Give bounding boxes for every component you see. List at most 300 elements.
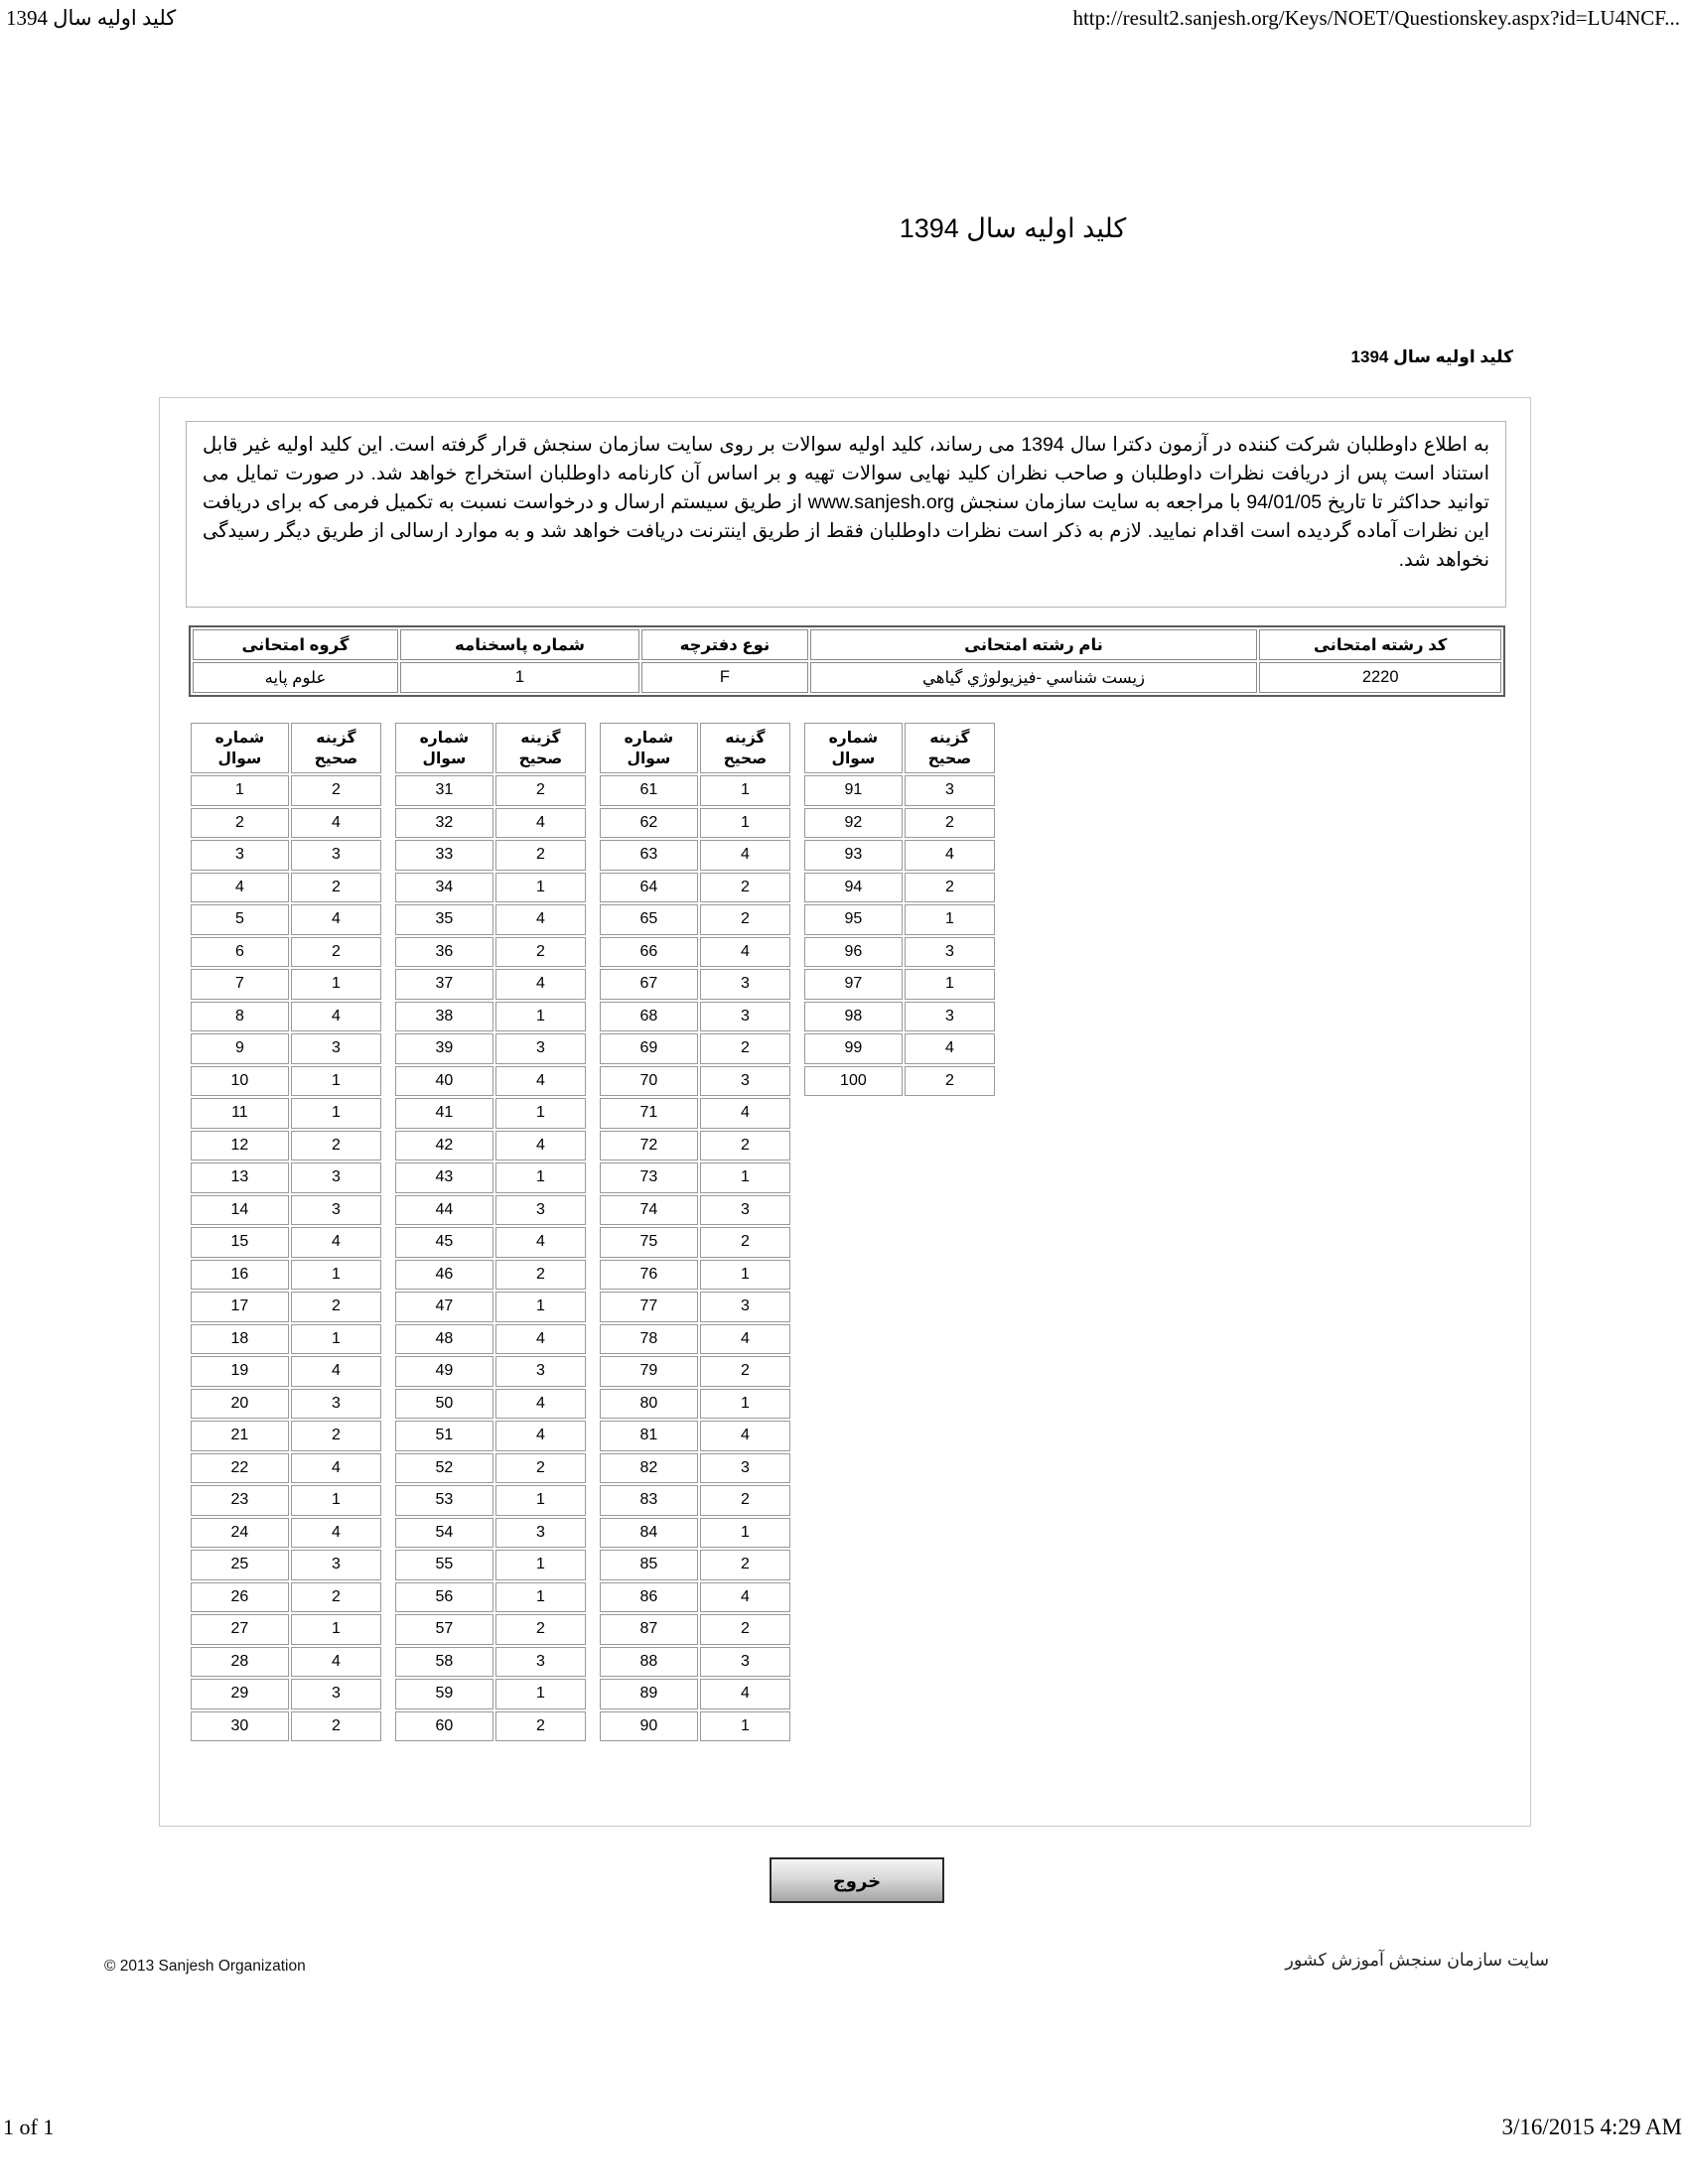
question-number: 75: [600, 1227, 698, 1258]
correct-option: 4: [495, 904, 586, 935]
correct-option: 1: [495, 1098, 586, 1129]
answer-row: [395, 1227, 586, 1258]
correct-option: 2: [495, 937, 586, 968]
correct-option: 2: [291, 1582, 381, 1613]
question-number: 46: [395, 1260, 493, 1291]
answer-row: [191, 775, 381, 806]
correct-option: 4: [495, 1421, 586, 1451]
question-number: 58: [395, 1647, 493, 1678]
correct-option: 3: [700, 969, 790, 1000]
question-number: 51: [395, 1421, 493, 1451]
correct-option: 1: [291, 1260, 381, 1291]
question-number-header: شماره سوال: [191, 723, 289, 773]
correct-option: 1: [495, 1162, 586, 1193]
correct-option: 3: [495, 1356, 586, 1387]
correct-option: 2: [495, 1711, 586, 1742]
question-number: 78: [600, 1324, 698, 1355]
booklet-type-value: F: [641, 662, 808, 693]
answer-row: [395, 1421, 586, 1451]
question-number: 55: [395, 1550, 493, 1580]
question-number: 95: [804, 904, 903, 935]
question-number: 91: [804, 775, 903, 806]
correct-option: 4: [495, 808, 586, 839]
answer-row: [191, 969, 381, 1000]
answer-row: [191, 1324, 381, 1355]
page-title: کلید اولیه سال 1394: [899, 213, 1127, 243]
exam-field-name-value: زيست شناسي -فيزيولوژي گياهي: [810, 662, 1258, 693]
answer-row: [395, 1131, 586, 1161]
answer-row: [191, 1453, 381, 1484]
answer-row: [600, 1002, 790, 1032]
question-number: 80: [600, 1389, 698, 1420]
answer-row: [395, 1711, 586, 1742]
answer-row: [191, 1582, 381, 1613]
correct-option: 2: [700, 1485, 790, 1516]
answer-row: [600, 1033, 790, 1064]
answer-row: [395, 969, 586, 1000]
answer-row: [395, 1453, 586, 1484]
question-number: 31: [395, 775, 493, 806]
correct-option: 1: [291, 1614, 381, 1645]
correct-option: 2: [700, 1033, 790, 1064]
answer-row: [600, 775, 790, 806]
correct-option: 2: [291, 1131, 381, 1161]
answer-row: [600, 1098, 790, 1129]
question-number: 62: [600, 808, 698, 839]
answer-row: [600, 840, 790, 871]
question-number: 2: [191, 808, 289, 839]
answer-row: [395, 1292, 586, 1322]
correct-option: 4: [700, 1679, 790, 1709]
answer-row: [191, 1711, 381, 1742]
question-number: 33: [395, 840, 493, 871]
answer-row: [395, 873, 586, 903]
question-number: 13: [191, 1162, 289, 1193]
answer-row: [600, 1260, 790, 1291]
answer-key-table-q61-90: [598, 721, 792, 1743]
correct-option: 4: [291, 1453, 381, 1484]
answer-row: [191, 1131, 381, 1161]
correct-option: 2: [700, 1356, 790, 1387]
question-number: 26: [191, 1582, 289, 1613]
correct-option: 1: [495, 1679, 586, 1709]
answer-row: [395, 1260, 586, 1291]
exam-code-value: 2220: [1259, 662, 1501, 693]
question-number: 89: [600, 1679, 698, 1709]
answer-row: [600, 808, 790, 839]
correct-option: 1: [291, 1066, 381, 1097]
exam-group-header: گروه امتحانی: [193, 629, 398, 660]
answer-row: [395, 1485, 586, 1516]
answer-row: [600, 873, 790, 903]
answer-row: [395, 1389, 586, 1420]
question-number: 24: [191, 1518, 289, 1549]
correct-option: 3: [291, 1033, 381, 1064]
question-number: 22: [191, 1453, 289, 1484]
question-number: 12: [191, 1131, 289, 1161]
correct-option: 2: [291, 775, 381, 806]
exit-button[interactable]: خروج: [770, 1857, 944, 1903]
answer-row: [191, 1485, 381, 1516]
question-number: 88: [600, 1647, 698, 1678]
question-number: 96: [804, 937, 903, 968]
question-number: 14: [191, 1195, 289, 1226]
answer-key-header-row: [600, 723, 790, 773]
correct-option: 3: [495, 1518, 586, 1549]
question-number: 76: [600, 1260, 698, 1291]
booklet-type-header: نوع دفترچه: [641, 629, 808, 660]
correct-option: 3: [905, 937, 995, 968]
answer-row: [191, 1614, 381, 1645]
question-number: 8: [191, 1002, 289, 1032]
answer-key-header-row: [395, 723, 586, 773]
correct-option: 1: [495, 1582, 586, 1613]
question-number: 71: [600, 1098, 698, 1129]
correct-option: 3: [700, 1195, 790, 1226]
correct-option: 4: [291, 1518, 381, 1549]
correct-option: 4: [495, 969, 586, 1000]
correct-option: 3: [495, 1195, 586, 1226]
correct-option: 1: [291, 969, 381, 1000]
question-number: 40: [395, 1066, 493, 1097]
answer-row: [191, 1292, 381, 1322]
question-number: 45: [395, 1227, 493, 1258]
correct-option: 2: [700, 1131, 790, 1161]
question-number: 42: [395, 1131, 493, 1161]
answer-key-table-q31-60: [393, 721, 588, 1743]
question-number: 68: [600, 1002, 698, 1032]
question-number: 98: [804, 1002, 903, 1032]
question-number: 63: [600, 840, 698, 871]
correct-option: 3: [291, 1679, 381, 1709]
correct-option: 1: [495, 873, 586, 903]
question-number: 87: [600, 1614, 698, 1645]
question-number: 79: [600, 1356, 698, 1387]
correct-option: 2: [291, 1421, 381, 1451]
correct-option: 2: [495, 1260, 586, 1291]
answer-row: [395, 1518, 586, 1549]
question-number: 44: [395, 1195, 493, 1226]
answer-sheet-number-value: 1: [400, 662, 639, 693]
answer-row: [191, 937, 381, 968]
answer-row: [600, 1066, 790, 1097]
correct-option: 4: [495, 1389, 586, 1420]
answer-row: [600, 1647, 790, 1678]
answer-row: [191, 1066, 381, 1097]
correct-option: 3: [495, 1647, 586, 1678]
answer-row: [191, 1260, 381, 1291]
question-number: 97: [804, 969, 903, 1000]
question-number: 94: [804, 873, 903, 903]
question-number: 65: [600, 904, 698, 935]
correct-option: 2: [700, 873, 790, 903]
question-number: 32: [395, 808, 493, 839]
answer-row: [395, 1550, 586, 1580]
question-number: 39: [395, 1033, 493, 1064]
answer-row: [395, 904, 586, 935]
correct-option: 3: [291, 1550, 381, 1580]
answer-row: [395, 808, 586, 839]
question-number: 37: [395, 969, 493, 1000]
answer-row: [191, 1033, 381, 1064]
answer-row: [600, 1582, 790, 1613]
answer-row: [804, 904, 995, 935]
answer-row: [600, 1324, 790, 1355]
question-number: 67: [600, 969, 698, 1000]
question-number: 34: [395, 873, 493, 903]
question-number: 99: [804, 1033, 903, 1064]
question-number: 52: [395, 1453, 493, 1484]
answer-row: [191, 1550, 381, 1580]
answer-row: [395, 937, 586, 968]
answer-row: [395, 1195, 586, 1226]
answer-key-header-row: [191, 723, 381, 773]
question-number: 23: [191, 1485, 289, 1516]
correct-option: 2: [291, 1711, 381, 1742]
question-number: 41: [395, 1098, 493, 1129]
answer-row: [600, 1131, 790, 1161]
correct-option: 4: [495, 1131, 586, 1161]
answer-row: [395, 1614, 586, 1645]
answer-row: [804, 1002, 995, 1032]
question-number: 20: [191, 1389, 289, 1420]
correct-option: 4: [700, 1324, 790, 1355]
exam-info-table: [189, 625, 1505, 697]
answer-row: [600, 1518, 790, 1549]
question-number: 36: [395, 937, 493, 968]
correct-option: 3: [905, 775, 995, 806]
correct-option: 1: [495, 1292, 586, 1322]
correct-option: 4: [291, 1647, 381, 1678]
question-number: 77: [600, 1292, 698, 1322]
question-number: 48: [395, 1324, 493, 1355]
answer-row: [600, 1162, 790, 1193]
correct-option: 4: [700, 1582, 790, 1613]
correct-option: 2: [905, 873, 995, 903]
question-number: 64: [600, 873, 698, 903]
answer-row: [191, 840, 381, 871]
answer-row: [191, 1518, 381, 1549]
correct-option: 4: [495, 1227, 586, 1258]
answer-row: [600, 1227, 790, 1258]
answer-key-table-q91-100: [802, 721, 997, 1098]
answer-row: [804, 808, 995, 839]
correct-option: 2: [700, 904, 790, 935]
question-number: 73: [600, 1162, 698, 1193]
question-number: 81: [600, 1421, 698, 1451]
answer-row: [395, 1002, 586, 1032]
answer-row: [191, 1389, 381, 1420]
answer-row: [600, 1614, 790, 1645]
correct-option: 2: [905, 808, 995, 839]
correct-option: 1: [700, 775, 790, 806]
answer-row: [600, 1453, 790, 1484]
question-number: 1: [191, 775, 289, 806]
answer-row: [395, 1098, 586, 1129]
question-number: 92: [804, 808, 903, 839]
answer-row: [191, 1227, 381, 1258]
question-number: 90: [600, 1711, 698, 1742]
correct-option: 4: [291, 808, 381, 839]
notice-text: به اطلاع داوطلبان شرکت کننده در آزمون دکترا سال 1394 می رساند، کلید اولیه سوالات بر روی سایت سازمان سنجش قرار گرفته است. این کلید اولیه غیر قابل استناد است پس از دریافت نظرات داوطلبان و صاحب نظران کلید نهایی سوالات تهیه و بر اساس آن کارنامه داوطلبان استخراج خواهد شد. در صورت تمایل می توانید حداکثر تا تاریخ 94/01/05 با مراجعه به سایت سازمان سنجش www.sanjesh.org از طریق سیستم ارسال و درخواست نسبت به تکمیل فرمی که برای دریافت این نظرات آماده گردیده است اقدام نمایید. لازم به ذکر است نظرات داوطلبان فقط از طریق اینترنت دریافت خواهد شد و به موارد ارسالی از طریق دیگر رسیدگی نخواهد شد.: [186, 421, 1506, 608]
copyright-text: © 2013 Sanjesh Organization: [104, 1958, 306, 1975]
correct-option: 3: [291, 840, 381, 871]
question-number: 72: [600, 1131, 698, 1161]
correct-option: 4: [291, 1002, 381, 1032]
answer-row: [191, 1002, 381, 1032]
correct-option-header: گزینه صحیح: [291, 723, 381, 773]
answer-row: [191, 808, 381, 839]
question-number: 11: [191, 1098, 289, 1129]
question-number: 84: [600, 1518, 698, 1549]
question-number: 53: [395, 1485, 493, 1516]
answer-sheet-number-header: شماره پاسخنامه: [400, 629, 639, 660]
correct-option: 1: [700, 1162, 790, 1193]
correct-option: 3: [291, 1195, 381, 1226]
answer-row: [395, 1356, 586, 1387]
question-number-header: شماره سوال: [395, 723, 493, 773]
question-number: 5: [191, 904, 289, 935]
answer-row: [804, 1033, 995, 1064]
question-number: 29: [191, 1679, 289, 1709]
correct-option-header: گزینه صحیح: [495, 723, 586, 773]
answer-row: [395, 1324, 586, 1355]
question-number: 56: [395, 1582, 493, 1613]
correct-option: 4: [291, 904, 381, 935]
correct-option: 4: [700, 937, 790, 968]
answer-row: [804, 937, 995, 968]
question-number: 70: [600, 1066, 698, 1097]
correct-option: 2: [495, 1453, 586, 1484]
correct-option: 1: [291, 1324, 381, 1355]
correct-option: 3: [291, 1162, 381, 1193]
answer-row: [395, 1647, 586, 1678]
answer-row: [395, 840, 586, 871]
correct-option: 2: [700, 1227, 790, 1258]
question-number: 9: [191, 1033, 289, 1064]
answer-row: [804, 775, 995, 806]
correct-option: 3: [700, 1292, 790, 1322]
correct-option: 1: [905, 969, 995, 1000]
correct-option: 1: [700, 1711, 790, 1742]
question-number: 50: [395, 1389, 493, 1420]
question-number: 3: [191, 840, 289, 871]
question-number: 57: [395, 1614, 493, 1645]
correct-option: 1: [700, 808, 790, 839]
answer-row: [191, 1356, 381, 1387]
correct-option: 2: [495, 1614, 586, 1645]
question-number: 86: [600, 1582, 698, 1613]
correct-option: 1: [700, 1389, 790, 1420]
answer-row: [600, 1550, 790, 1580]
correct-option: 3: [495, 1033, 586, 1064]
question-number: 82: [600, 1453, 698, 1484]
correct-option: 1: [905, 904, 995, 935]
answer-row: [191, 1162, 381, 1193]
answer-row: [600, 937, 790, 968]
question-number: 85: [600, 1550, 698, 1580]
correct-option: 2: [700, 1550, 790, 1580]
correct-option: 1: [700, 1518, 790, 1549]
correct-option: 2: [905, 1066, 995, 1097]
question-number: 18: [191, 1324, 289, 1355]
answer-key-subtitle: کلید اولیه سال 1394: [1350, 347, 1513, 366]
question-number: 61: [600, 775, 698, 806]
answer-row: [600, 1421, 790, 1451]
question-number: 6: [191, 937, 289, 968]
answer-row: [191, 1679, 381, 1709]
correct-option: 4: [700, 840, 790, 871]
print-header-title: کلید اولیه سال 1394: [6, 6, 177, 30]
answer-row: [600, 1356, 790, 1387]
answer-row: [804, 969, 995, 1000]
correct-option: 3: [905, 1002, 995, 1032]
question-number: 28: [191, 1647, 289, 1678]
correct-option: 4: [495, 1066, 586, 1097]
print-page-number: 1 of 1: [3, 2115, 55, 2139]
answer-row: [395, 1162, 586, 1193]
question-number: 49: [395, 1356, 493, 1387]
question-number: 69: [600, 1033, 698, 1064]
correct-option: 2: [291, 873, 381, 903]
question-number: 7: [191, 969, 289, 1000]
answer-row: [395, 1582, 586, 1613]
answer-row: [191, 1421, 381, 1451]
answer-row: [600, 1711, 790, 1742]
question-number: 19: [191, 1356, 289, 1387]
correct-option: 1: [495, 1485, 586, 1516]
correct-option: 4: [495, 1324, 586, 1355]
question-number: 66: [600, 937, 698, 968]
question-number: 83: [600, 1485, 698, 1516]
print-timestamp: 3/16/2015 4:29 AM: [1501, 2115, 1682, 2139]
answer-key-header-row: [804, 723, 995, 773]
correct-option: 2: [700, 1614, 790, 1645]
correct-option: 2: [495, 840, 586, 871]
question-number: 10: [191, 1066, 289, 1097]
question-number: 25: [191, 1550, 289, 1580]
answer-row: [804, 840, 995, 871]
correct-option: 1: [495, 1550, 586, 1580]
exam-field-name-header: نام رشته امتحانی: [810, 629, 1258, 660]
answer-row: [395, 1679, 586, 1709]
question-number: 60: [395, 1711, 493, 1742]
correct-option: 1: [700, 1260, 790, 1291]
question-number: 100: [804, 1066, 903, 1097]
question-number: 21: [191, 1421, 289, 1451]
correct-option: 4: [905, 840, 995, 871]
correct-option: 4: [291, 1227, 381, 1258]
exam-code-header: کد رشته امتحانی: [1259, 629, 1501, 660]
correct-option: 2: [291, 937, 381, 968]
question-number-header: شماره سوال: [804, 723, 903, 773]
question-number: 43: [395, 1162, 493, 1193]
question-number: 35: [395, 904, 493, 935]
question-number: 54: [395, 1518, 493, 1549]
question-number-header: شماره سوال: [600, 723, 698, 773]
question-number: 17: [191, 1292, 289, 1322]
answer-row: [191, 1647, 381, 1678]
question-number: 59: [395, 1679, 493, 1709]
correct-option: 4: [700, 1421, 790, 1451]
correct-option: 3: [700, 1453, 790, 1484]
answer-row: [191, 904, 381, 935]
answer-row: [395, 1033, 586, 1064]
correct-option: 3: [291, 1389, 381, 1420]
question-number: 30: [191, 1711, 289, 1742]
answer-row: [600, 1485, 790, 1516]
answer-row: [395, 1066, 586, 1097]
